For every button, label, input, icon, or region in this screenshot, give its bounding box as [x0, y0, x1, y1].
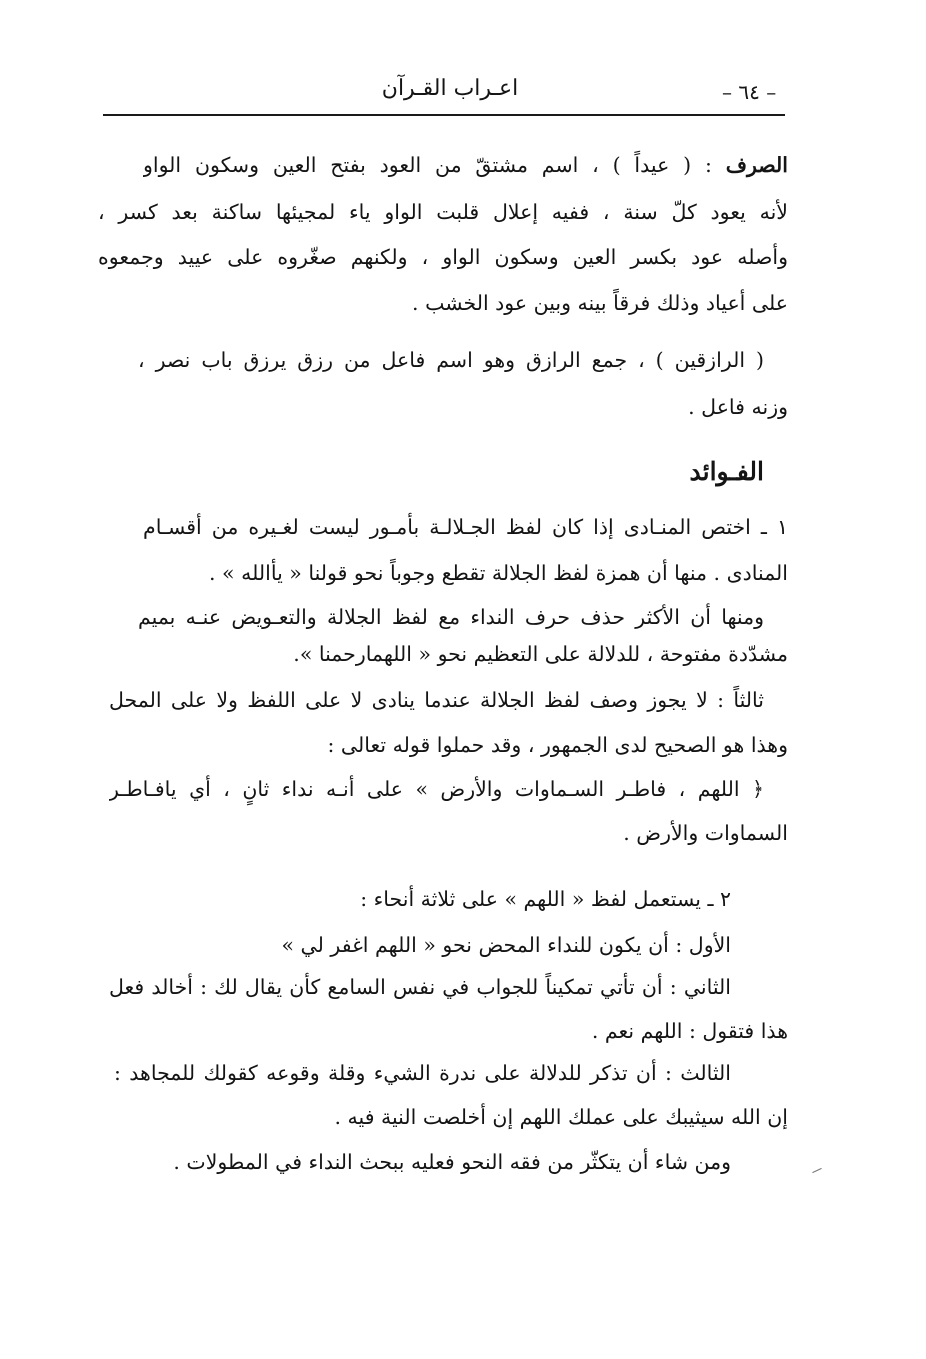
- paragraph-line: على أعياد وذلك فرقاً بينه وبين عود الخشب .: [412, 291, 788, 315]
- benefit-line: ٢ ـ يستعمل لفظ « اللهم » على ثلاثة أنحاء :: [360, 887, 731, 911]
- paragraph-line: وزنه فاعل .: [688, 395, 788, 419]
- margin-mark: [812, 1168, 821, 1173]
- paragraph-line: [143, 148, 788, 182]
- benefit-line: الأول : أن يكون للنداء المحض نحو « اللهم اغفر لي »: [281, 933, 731, 957]
- paragraph-line: ( الرازقين ) ، جمع الرازق وهو اسم فاعل من رزق يرزق باب نصر ،: [138, 348, 764, 372]
- benefit-line: ثالثاً : لا يجوز وصف لفظ الجلالة عندما ينادى لا على اللفظ ولا على المحل: [109, 688, 764, 712]
- benefit-line: الثاني : أن تأتي تمكيناً للجواب في نفس السامع كأن يقال لك : أخالد فعل: [109, 975, 731, 999]
- header-rule: [103, 114, 785, 116]
- section-heading: الفـوائد: [689, 457, 764, 486]
- paragraph-line: وأصله عود بكسر العين وسكون الواو ، ولكنهم صغّروه على عييد وجمعوه: [98, 245, 788, 269]
- page-number: – ٦٤ –: [722, 80, 777, 104]
- benefit-line: وهذا هو الصحيح لدى الجمهور ، وقد حملوا قوله تعالى :: [327, 733, 788, 757]
- paragraph-line: لأنه يعود كلّ سنة ، ففيه إعلال قلبت الواو ياء لمجيئها ساكنة بعد كسر ،: [98, 200, 788, 224]
- benefit-line: مشدّدة مفتوحة ، للدلالة على التعظيم نحو « اللهمارحمنا ».: [293, 642, 788, 666]
- benefit-line: ومنها أن الأكثر حذف حرف النداء مع لفظ الجلالة والتعـويض عنـه بميم: [138, 605, 764, 629]
- benefit-line: المنادى . منها أن همزة لفظ الجلالة تقطع وجوباً نحو قولنا « يأالله » .: [209, 561, 788, 585]
- benefit-line: ﴿ اللهم ، فاطـر السـماوات والأرض » على أنـه نداء ثانٍ ، أي يافـاطـر: [109, 777, 764, 801]
- benefit-line: ١ ـ اختص المنـادى إذا كان لفظ الجـلالـة بأمـور ليست لغـيره من أقسـام: [143, 515, 788, 539]
- benefit-line: ومن شاء أن يتكثّر من فقه النحو فعليه ببحث النداء في المطولات .: [173, 1150, 731, 1174]
- paragraph-line-rest: : ( عيداً ) ، اسم مشتقّ من العود بفتح العين وسكون الواو: [143, 153, 726, 177]
- benefit-line: هذا فتقول : اللهم نعم .: [591, 1019, 788, 1043]
- running-title: اعـراب القـرآن: [381, 76, 519, 101]
- benefit-line: السماوات والأرض .: [623, 821, 788, 845]
- benefit-line: الثالث : أن تذكر للدلالة على ندرة الشيء وقلة وقوعه كقولك للمجاهد :: [114, 1061, 731, 1085]
- benefit-line: إن الله سيثيبك على عملك اللهم إن أخلصت النية فيه .: [334, 1105, 788, 1129]
- morphology-keyword: الصرف: [725, 153, 788, 177]
